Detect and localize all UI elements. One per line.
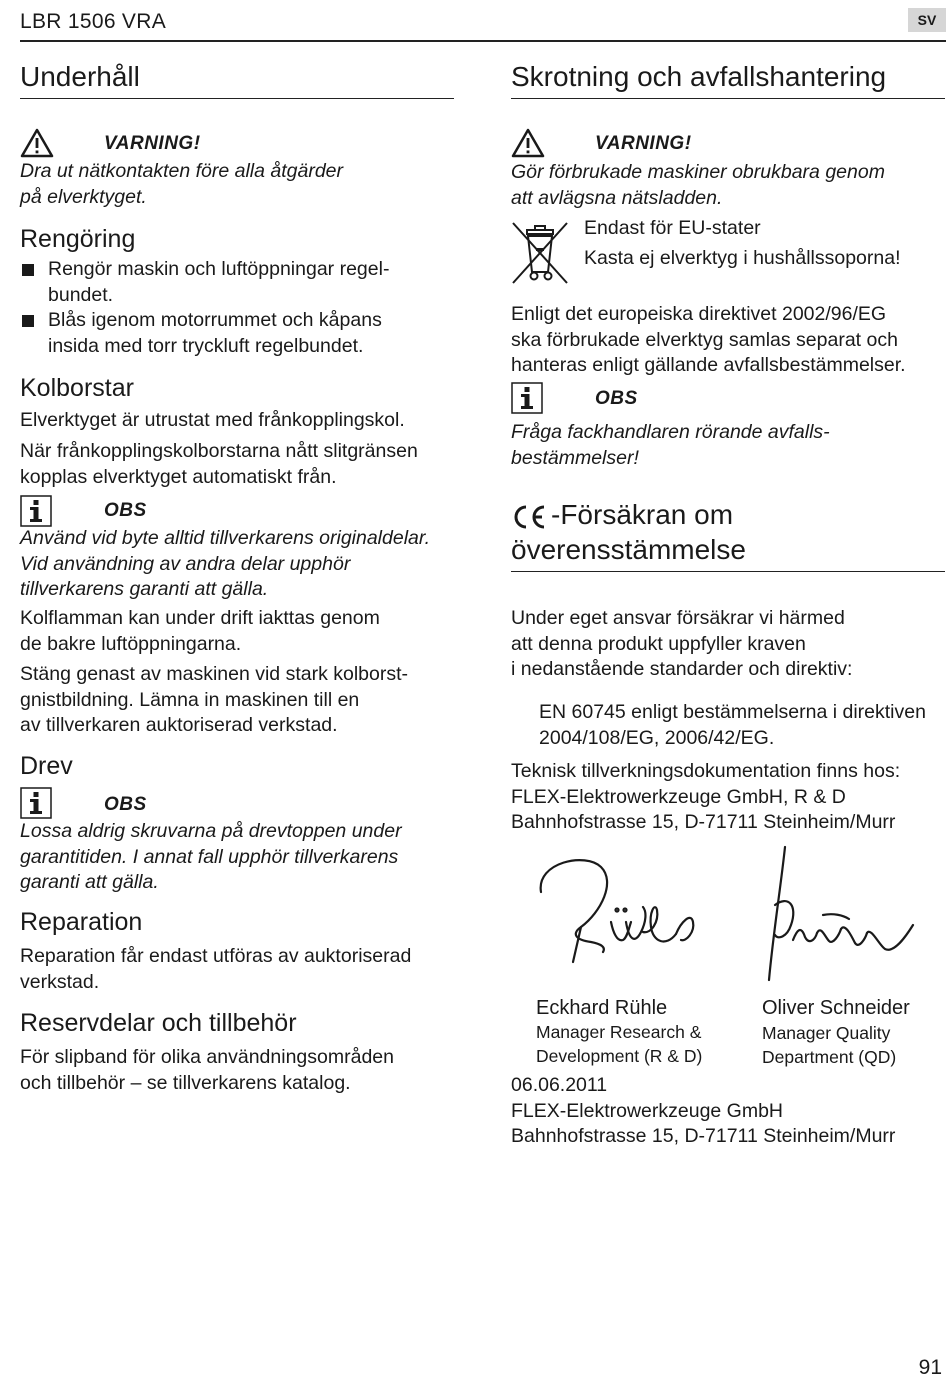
signer-2-role: Manager Quality Department (QD): [762, 1023, 897, 1067]
gear-note-text: Lossa aldrig skruvarna på drevtoppen under garantitiden. I annat fall upphör tillverkarens garanti att gälla.: [20, 820, 402, 893]
gear-title: Drev: [20, 752, 73, 780]
page-number: 91: [918, 1356, 942, 1379]
signature-schneider: [763, 845, 923, 985]
no-household-text: Kasta ej elverktyg i hushållssoporna!: [584, 247, 901, 269]
language-badge: SV: [908, 8, 946, 32]
signer-1-role: Manager Research & Development (R & D): [536, 1022, 703, 1066]
brushes-title: Kolborstar: [20, 374, 134, 402]
parts-text: För slipband för olika användningsområden och tillbehör – se tillverkarens katalog.: [20, 1046, 394, 1094]
declaration-footer: 06.06.2011 FLEX-Elektrowerkzeuge GmbH Bahnhofstrasse 15, D-71711 Steinheim/Murr: [511, 1074, 896, 1147]
warning-label: VARNING!: [104, 133, 201, 154]
bullet-icon: [22, 315, 34, 327]
cleaning-title: Rengöring: [20, 225, 136, 253]
warning-triangle-icon: [511, 128, 545, 158]
brushes-paragraph-2: När frånkopplingskolborstarna nått slitgränsen kopplas elverktyget automatiskt från.: [20, 440, 418, 488]
disposal-warning-text: Gör förbrukade maskiner obrukbara genom att avlägsna nätsladden.: [511, 161, 885, 209]
crossed-out-wheelie-bin-icon: [511, 220, 569, 286]
info-icon: [20, 787, 52, 819]
signer-2-name: Oliver Schneider: [762, 997, 910, 1019]
maintenance-title: Underhåll: [20, 61, 140, 92]
ce-standard-text: EN 60745 enligt bestämmelserna i direktiven 2004/108/EG, 2006/42/EG.: [539, 701, 926, 749]
maintenance-title-rule: [20, 98, 454, 99]
disposal-note-label: OBS: [595, 388, 638, 409]
repair-title: Reparation: [20, 908, 143, 936]
eu-only-text: Endast för EU-stater: [584, 217, 761, 239]
brushes-paragraph-3: Kolflamman kan under drift iakttas genom de bakre luftöppningarna.: [20, 607, 380, 655]
cleaning-bullet-2: Blås igenom motorrummet och kåpans insida med torr tryckluft regelbundet.: [48, 309, 382, 357]
ce-title-rule: [511, 571, 945, 572]
ce-title-line-1: -Försäkran om: [551, 499, 734, 530]
bullet-icon: [22, 264, 34, 276]
header-divider: [20, 40, 946, 42]
signature-ruehle: [531, 852, 711, 972]
ce-intro-text: Under eget ansvar försäkrar vi härmed att denna produkt uppfyller kraven i nedanstående standarder och direktiv:: [511, 607, 853, 680]
brushes-note-text: Använd vid byte alltid tillverkarens originaldelar. Vid användning av andra delar upphör tillverkarens garanti att gälla.: [20, 527, 431, 600]
ce-mark-icon: [511, 504, 547, 530]
brushes-paragraph-4: Stäng genast av maskinen vid stark kolborst- gnistbildning. Lämna in maskinen till en av tillverkaren auktoriserad verkstad.: [20, 663, 409, 736]
warning-triangle-icon: [20, 128, 54, 158]
gear-note-label: OBS: [104, 794, 147, 815]
info-icon: [20, 495, 52, 527]
disposal-title: Skrotning och avfallshantering: [511, 61, 887, 92]
brushes-paragraph-1: Elverktyget är utrustat med frånkopplingskol.: [20, 409, 405, 431]
warning-text: Dra ut nätkontakten före alla åtgärder på elverktyget.: [20, 160, 344, 208]
info-icon: [511, 382, 543, 414]
directive-text: Enligt det europeiska direktivet 2002/96/EG ska förbrukade elverktyg samlas separat och hanteras enligt gällande avfallsbestämmelser.: [511, 303, 906, 376]
disposal-warning-label: VARNING!: [595, 133, 692, 154]
signer-1-name: Eckhard Rühle: [536, 997, 668, 1019]
repair-text: Reparation får endast utföras av auktoriserad verkstad.: [20, 945, 412, 993]
brushes-note-label: OBS: [104, 500, 147, 521]
document-header-title: LBR 1506 VRA: [20, 10, 167, 33]
disposal-title-rule: [511, 98, 945, 99]
parts-title: Reservdelar och tillbehör: [20, 1009, 297, 1037]
tech-doc-text: Teknisk tillverkningsdokumentation finns hos: FLEX-Elektrowerkzeuge GmbH, R & D Bahnhofstrasse 15, D-71711 Steinheim/Murr: [511, 760, 901, 833]
ce-title-line-2: överensstämmelse: [511, 534, 746, 565]
cleaning-bullet-1: Rengör maskin och luftöppningar regel- bundet.: [48, 258, 390, 306]
disposal-note-text: Fråga fackhandlaren rörande avfalls- bestämmelser!: [511, 421, 830, 469]
